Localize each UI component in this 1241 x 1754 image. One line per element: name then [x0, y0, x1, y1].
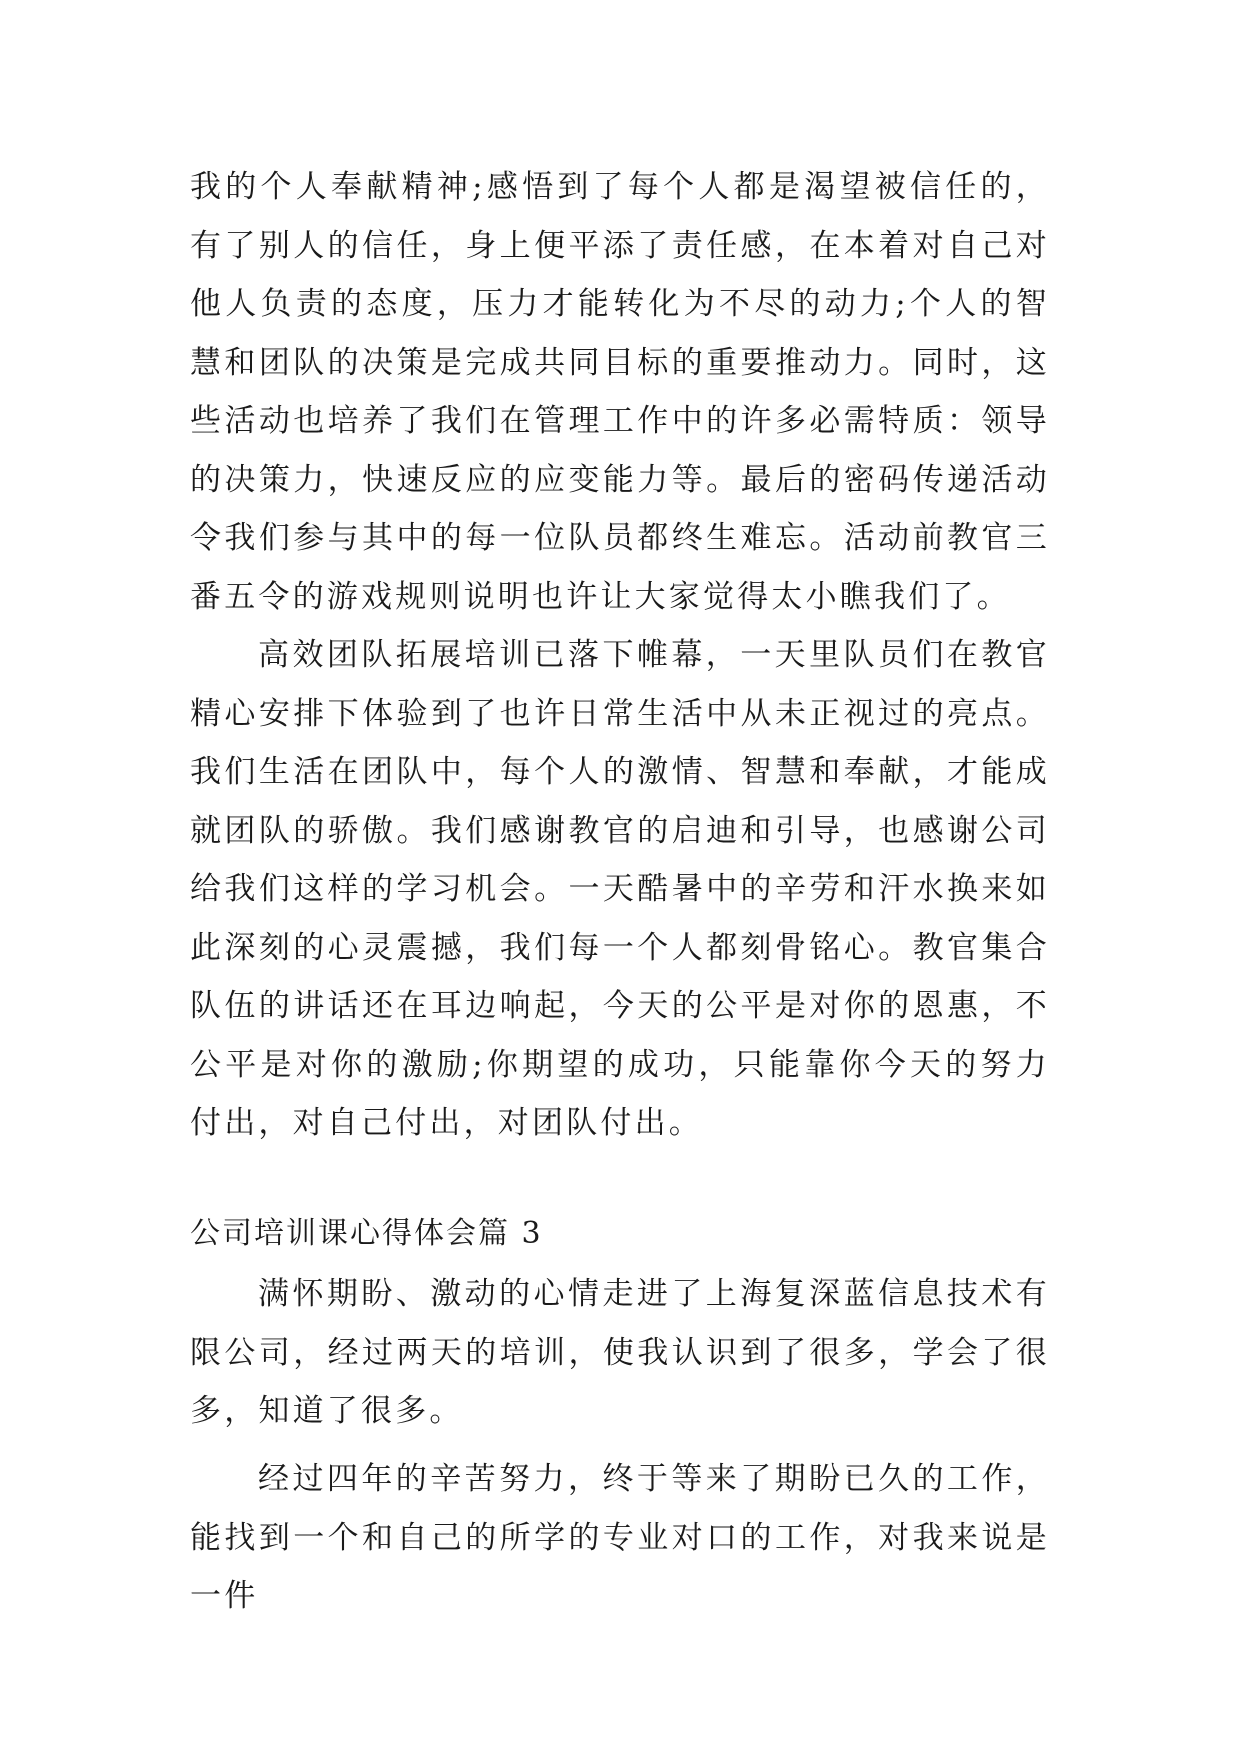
paragraph-section-intro: 满怀期盼、激动的心情走进了上海复深蓝信息技术有限公司，经过两天的培训，使我认识到了很多，学会了很多，知道了很多。: [190, 1276, 1050, 1429]
paragraph-continued: 我的个人奉献精神;感悟到了每个人都是渴望被信任的，有了别人的信任，身上便平添了责任感，在本着对自己对他人负责的态度，压力才能转化为不尽的动力;个人的智慧和团队的决策是完成共同目标的重要推动力。同时，这些活动也培养了我们在管理工作中的许多必需特质：领导的决策力，快速反应的应变能力等。最后的密码传递活动令我们参与其中的每一位队员都终生难忘。活动前教官三番五令的游戏规则说明也许让大家觉得太小瞧我们了。: [190, 169, 1050, 615]
paragraph-section-body: 经过四年的辛苦努力，终于等来了期盼已久的工作，能找到一个和自己的所学的专业对口的工作，对我来说是一件: [190, 1461, 1050, 1614]
section-heading: 公司培训课心得体会篇 3: [190, 1216, 543, 1251]
paragraph-training-conclusion: 高效团队拓展培训已落下帷幕，一天里队员们在教官精心安排下体验到了也许日常生活中从未正视过的亮点。我们生活在团队中，每个人的激情、智慧和奉献，才能成就团队的骄傲。我们感谢教官的启迪和引导，也感谢公司给我们这样的学习机会。一天酷暑中的辛劳和汗水换来如此深刻的心灵震撼，我们每一个人都刻骨铭心。教官集合队伍的讲话还在耳边响起，今天的公平是对你的恩惠，不公平是对你的激励;你期望的成功，只能靠你今天的努力付出，对自己付出，对团队付出。: [190, 637, 1050, 1141]
